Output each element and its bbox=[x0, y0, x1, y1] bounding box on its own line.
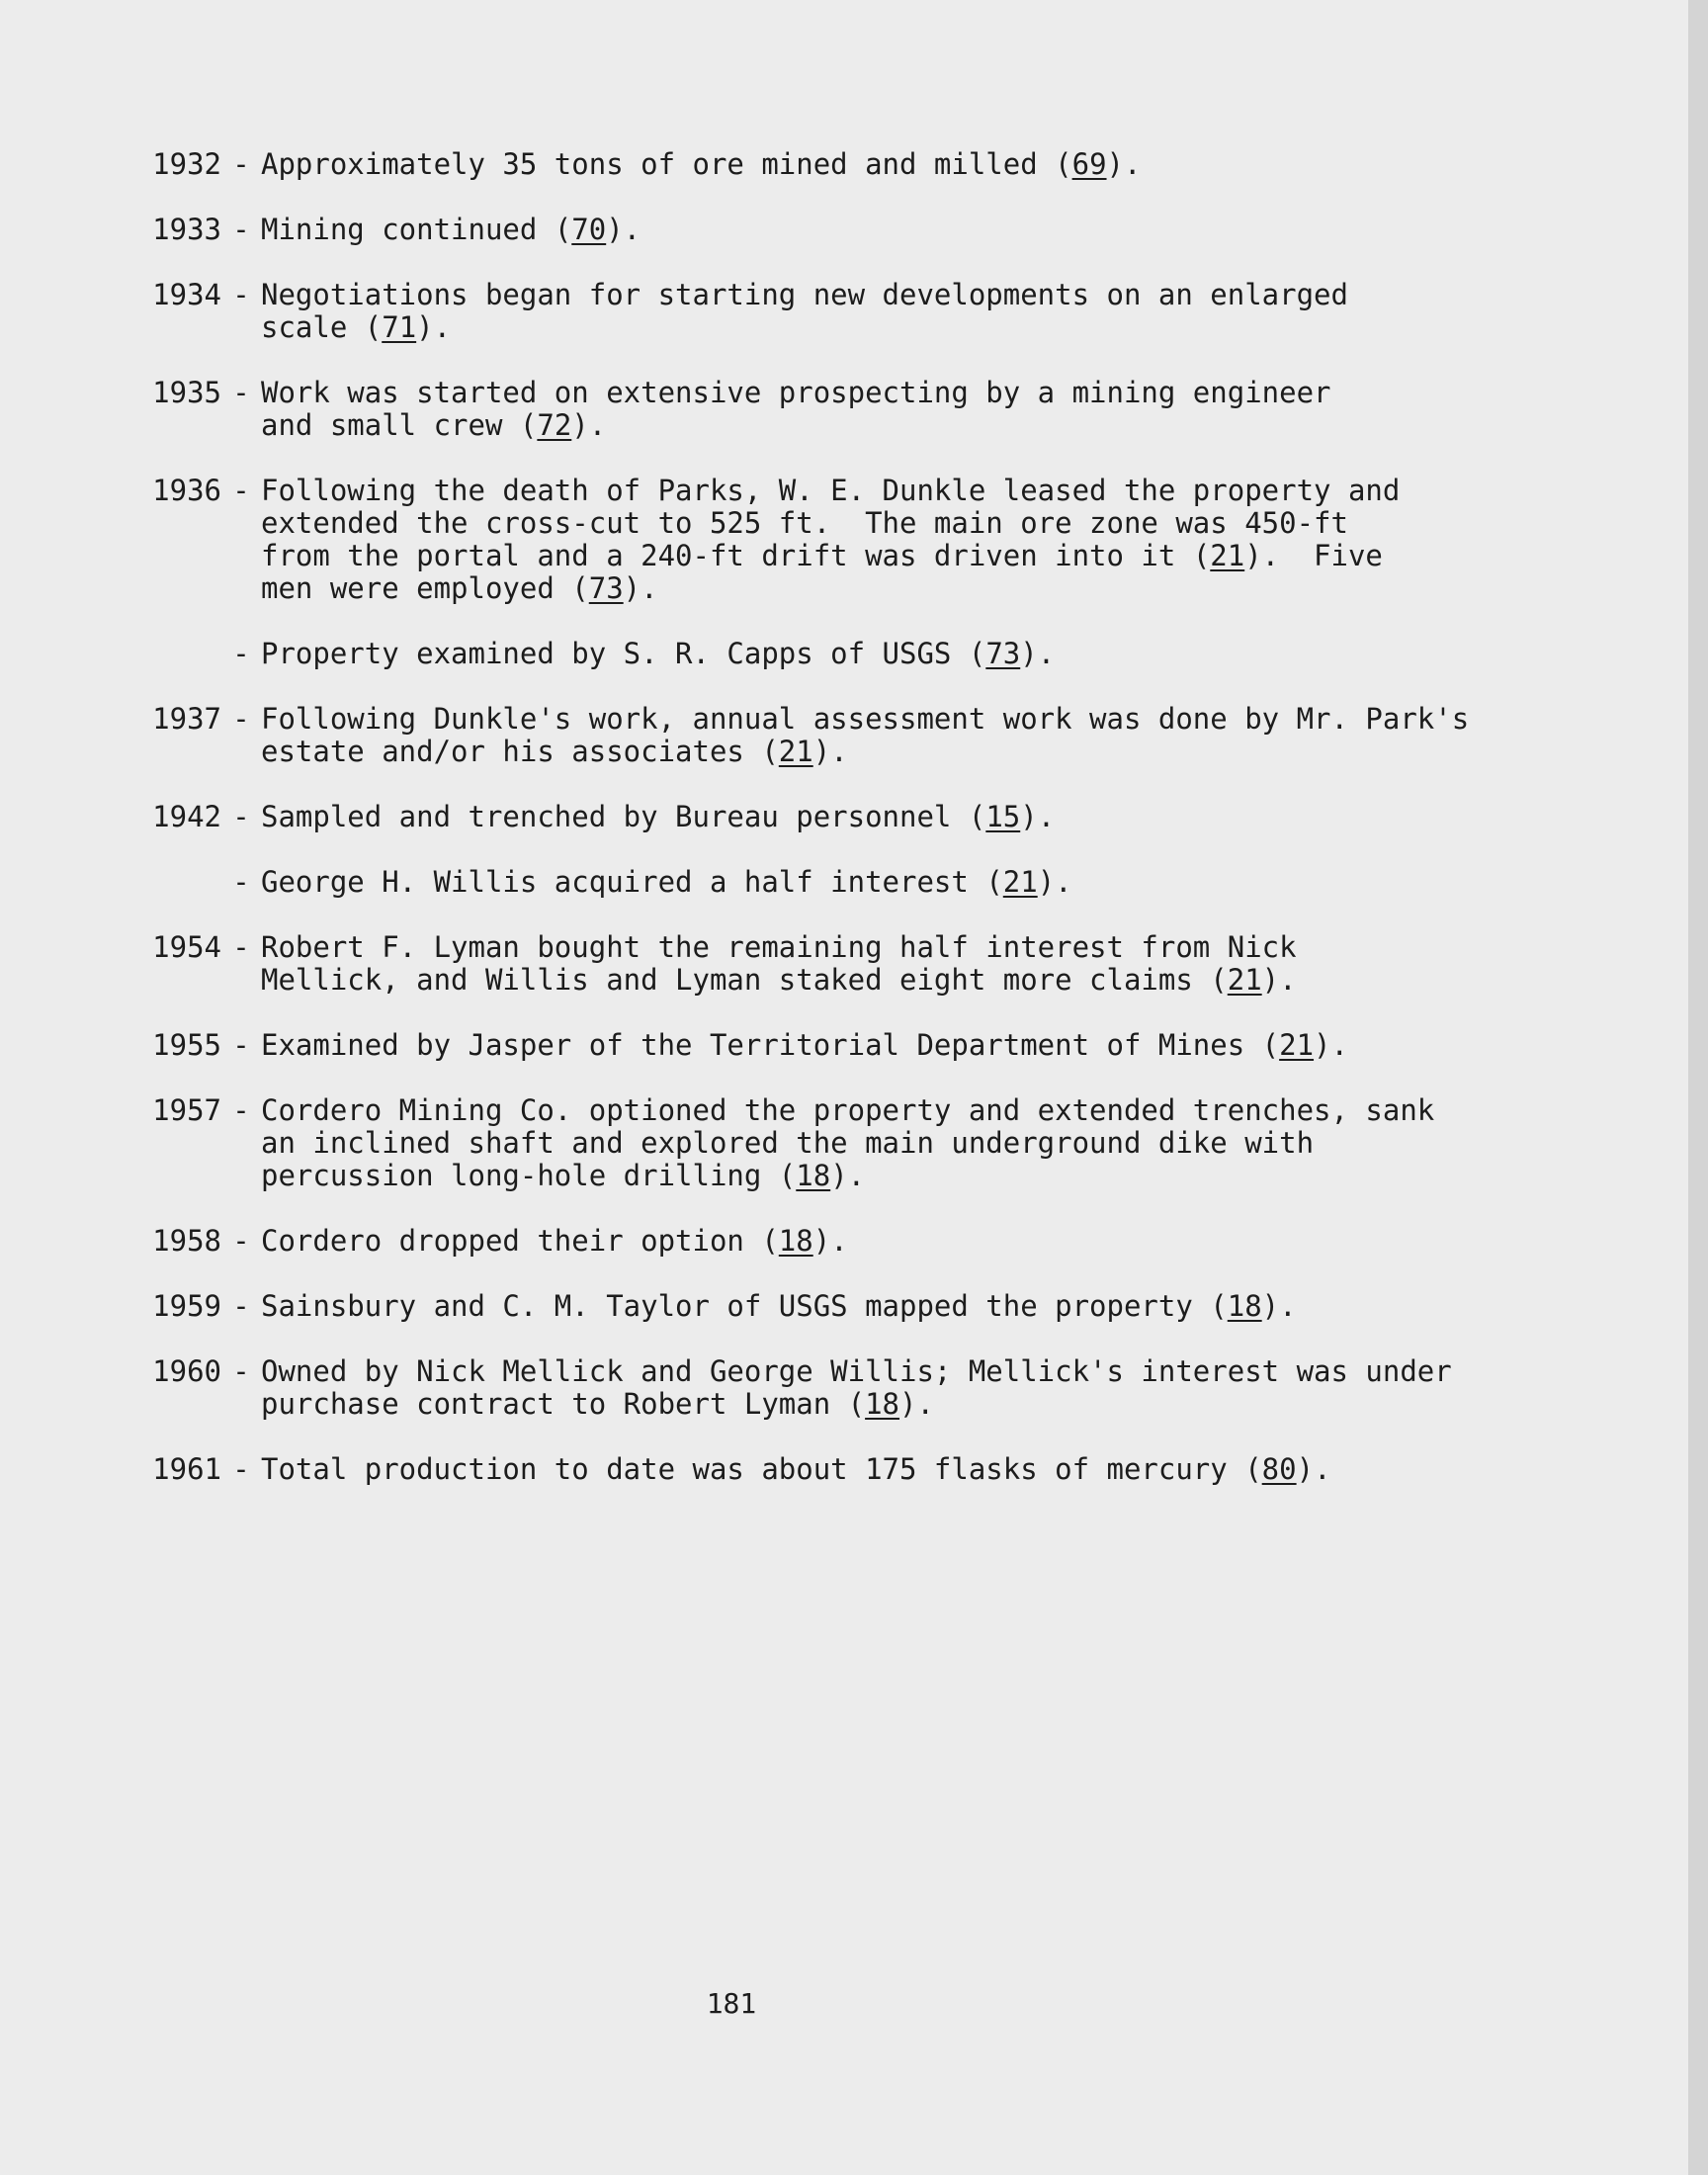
entry-dash: - bbox=[232, 1093, 250, 1127]
chronology-entry bbox=[111, 1355, 1494, 1421]
entry-tail: . bbox=[916, 1387, 934, 1421]
entry-line: from the portal and a 240-ft drift was driven into it (21). Five bbox=[261, 539, 1383, 572]
entry-tail: . bbox=[588, 408, 607, 442]
entry-line-text: Work was started on extensive prospecting by a mining engineer bbox=[261, 376, 1331, 409]
entry-line bbox=[261, 279, 1494, 311]
entry-tail: . bbox=[1124, 147, 1142, 181]
entry-line bbox=[261, 1127, 1494, 1160]
reference-number: 71 bbox=[382, 310, 417, 344]
entry-text bbox=[261, 214, 1494, 246]
entry-line-text: from the portal and a 240-ft drift was driven into it bbox=[261, 539, 1193, 572]
entry-text bbox=[261, 279, 1494, 344]
entry-line-text: men were employed bbox=[261, 571, 572, 605]
entry-tail: . bbox=[623, 213, 641, 246]
entry-year: 1959 bbox=[152, 1289, 221, 1323]
reference-number: 21 bbox=[1279, 1028, 1315, 1062]
entry-text bbox=[261, 1029, 1494, 1062]
entry-text bbox=[261, 801, 1494, 833]
entry-dash: - bbox=[232, 376, 250, 409]
entry-tail: . Five bbox=[1261, 539, 1383, 572]
entry-year: 1937 bbox=[152, 702, 221, 736]
entry-line: George H. Willis acquired a half interest (21). bbox=[261, 865, 1072, 899]
entry-dash: - bbox=[232, 213, 250, 246]
entry-tail: . bbox=[1279, 963, 1297, 997]
entry-line: Sampled and trenched by Bureau personnel (15). bbox=[261, 800, 1056, 833]
entry-line-text: George H. Willis acquired a half interest bbox=[261, 865, 986, 899]
entry-dash: - bbox=[232, 1224, 250, 1258]
entry-tail: . bbox=[1055, 865, 1072, 899]
entry-text bbox=[261, 377, 1494, 442]
entry-line bbox=[261, 703, 1494, 736]
reference-number: 18 bbox=[1227, 1289, 1262, 1323]
chronology-entry bbox=[111, 279, 1494, 344]
entry-dash: - bbox=[232, 637, 250, 670]
chronology-entry bbox=[111, 866, 1494, 899]
entry-tail: . bbox=[847, 1159, 866, 1192]
entry-line: Approximately 35 tons of ore mined and milled (69). bbox=[261, 147, 1142, 181]
entry-line bbox=[261, 377, 1494, 409]
reference-number: 80 bbox=[1261, 1452, 1297, 1486]
entry-line-text: Sampled and trenched by Bureau personnel bbox=[261, 800, 969, 833]
entry-tail: . bbox=[1314, 1452, 1331, 1486]
entry-tail: . bbox=[1037, 637, 1056, 670]
chronology-entry bbox=[111, 1029, 1494, 1062]
entry-tail: . bbox=[830, 735, 848, 768]
reference-number: 21 bbox=[1227, 963, 1262, 997]
reference-number: 21 bbox=[1210, 539, 1245, 572]
entry-year: 1954 bbox=[152, 930, 221, 964]
entry-year: 1957 bbox=[152, 1093, 221, 1127]
entry-line-text: scale bbox=[261, 310, 365, 344]
reference-number: 18 bbox=[778, 1224, 813, 1258]
reference-number: 73 bbox=[588, 571, 624, 605]
entry-line: estate and/or his associates (21). bbox=[261, 735, 848, 768]
page-edge bbox=[1688, 0, 1708, 2175]
entry-line-text: Owned by Nick Mellick and George Willis; Mellick's interest was under bbox=[261, 1354, 1452, 1388]
entry-dash: - bbox=[232, 1452, 250, 1486]
reference-number: 69 bbox=[1071, 147, 1107, 181]
reference-number: 70 bbox=[571, 213, 607, 246]
entry-line-text: Cordero dropped their option bbox=[261, 1224, 762, 1258]
entry-line: Examined by Jasper of the Territorial Department of Mines (21). bbox=[261, 1028, 1348, 1062]
entry-text bbox=[261, 1355, 1494, 1421]
entry-line: Mining continued (70). bbox=[261, 213, 641, 246]
entry-dash: - bbox=[232, 474, 250, 507]
entry-line-text: estate and/or his associates bbox=[261, 735, 762, 768]
entry-line-text: Examined by Jasper of the Territorial Department of Mines bbox=[261, 1028, 1262, 1062]
entry-dash: - bbox=[232, 147, 250, 181]
entry-line: Cordero dropped their option (18). bbox=[261, 1224, 848, 1258]
entry-line-text: percussion long-hole drilling bbox=[261, 1159, 779, 1192]
chronology-entry bbox=[111, 931, 1494, 997]
entry-line-text: an inclined shaft and explored the main underground dike with bbox=[261, 1126, 1315, 1160]
entry-text bbox=[261, 866, 1494, 899]
entry-year: 1932 bbox=[152, 147, 221, 181]
entry-dash: - bbox=[232, 1028, 250, 1062]
entry-line-text: Following Dunkle's work, annual assessment work was done by Mr. Park's bbox=[261, 702, 1470, 736]
reference-number: 73 bbox=[985, 637, 1021, 670]
chronology-entry bbox=[111, 475, 1494, 605]
entry-line: Sainsbury and C. M. Taylor of USGS mapped the property (18). bbox=[261, 1289, 1297, 1323]
entry-year: 1933 bbox=[152, 213, 221, 246]
entry-year: 1958 bbox=[152, 1224, 221, 1258]
chronology-entry bbox=[111, 703, 1494, 768]
entry-line-text: Mellick, and Willis and Lyman staked eight more claims bbox=[261, 963, 1211, 997]
entry-text bbox=[261, 1453, 1494, 1486]
entry-tail: . bbox=[1037, 800, 1056, 833]
entry-line-text: and small crew bbox=[261, 408, 520, 442]
reference-number: 18 bbox=[796, 1159, 831, 1192]
entry-line bbox=[261, 1355, 1494, 1388]
entry-text bbox=[261, 1290, 1494, 1323]
entry-line-text: purchase contract to Robert Lyman bbox=[261, 1387, 848, 1421]
chronology-entry bbox=[111, 638, 1494, 670]
entry-tail: . bbox=[1279, 1289, 1297, 1323]
reference-number: 21 bbox=[778, 735, 813, 768]
entry-dash: - bbox=[232, 278, 250, 311]
entry-tail: . bbox=[640, 571, 658, 605]
entry-line: men were employed (73). bbox=[261, 571, 658, 605]
entry-line: percussion long-hole drilling (18). bbox=[261, 1159, 866, 1192]
entry-year: 1960 bbox=[152, 1354, 221, 1388]
entry-line-text: Robert F. Lyman bought the remaining half interest from Nick bbox=[261, 930, 1297, 964]
entry-line: and small crew (72). bbox=[261, 408, 607, 442]
entry-line bbox=[261, 475, 1494, 507]
chronology-entry bbox=[111, 801, 1494, 833]
page-number: 181 bbox=[706, 1987, 757, 2020]
entry-line-text: Total production to date was about 175 flasks of mercury bbox=[261, 1452, 1245, 1486]
entry-line-text: Property examined by S. R. Capps of USGS bbox=[261, 637, 969, 670]
entry-line: purchase contract to Robert Lyman (18). bbox=[261, 1387, 934, 1421]
chronology-entry bbox=[111, 1290, 1494, 1323]
entry-text bbox=[261, 475, 1494, 605]
entry-text bbox=[261, 148, 1494, 181]
reference-number: 15 bbox=[985, 800, 1021, 833]
entry-line: scale (71). bbox=[261, 310, 452, 344]
entry-tail: . bbox=[830, 1224, 848, 1258]
entry-year: 1961 bbox=[152, 1452, 221, 1486]
chronology-entry bbox=[111, 214, 1494, 246]
entry-text bbox=[261, 703, 1494, 768]
entry-line bbox=[261, 1094, 1494, 1127]
reference-number: 18 bbox=[865, 1387, 900, 1421]
entry-text bbox=[261, 931, 1494, 997]
entry-tail: . bbox=[1330, 1028, 1348, 1062]
entry-line-text: Sainsbury and C. M. Taylor of USGS mapped the property bbox=[261, 1289, 1211, 1323]
reference-number: 21 bbox=[1002, 865, 1038, 899]
entry-text bbox=[261, 1094, 1494, 1192]
entry-line: Mellick, and Willis and Lyman staked eight more claims (21). bbox=[261, 963, 1297, 997]
chronology-entry bbox=[111, 1225, 1494, 1258]
chronology-entry bbox=[111, 1094, 1494, 1192]
entry-text bbox=[261, 1225, 1494, 1258]
entry-year: 1936 bbox=[152, 474, 221, 507]
entry-dash: - bbox=[232, 1354, 250, 1388]
reference-number: 72 bbox=[537, 408, 572, 442]
chronology-entry bbox=[111, 1453, 1494, 1486]
entry-tail: . bbox=[433, 310, 452, 344]
entry-year: 1934 bbox=[152, 278, 221, 311]
entry-line-text: Negotiations began for starting new developments on an enlarged bbox=[261, 278, 1348, 311]
entry-year: 1955 bbox=[152, 1028, 221, 1062]
entry-year: 1935 bbox=[152, 376, 221, 409]
entry-line: Property examined by S. R. Capps of USGS (73). bbox=[261, 637, 1056, 670]
entry-line-text: Cordero Mining Co. optioned the property and extended trenches, sank bbox=[261, 1093, 1435, 1127]
entry-text bbox=[261, 638, 1494, 670]
entry-dash: - bbox=[232, 865, 250, 899]
entry-dash: - bbox=[232, 702, 250, 736]
entry-dash: - bbox=[232, 930, 250, 964]
entry-line bbox=[261, 931, 1494, 964]
entry-dash: - bbox=[232, 1289, 250, 1323]
entry-line-text: Mining continued bbox=[261, 213, 555, 246]
chronology-entry bbox=[111, 148, 1494, 181]
entry-line bbox=[261, 507, 1494, 540]
entry-line-text: Approximately 35 tons of ore mined and milled bbox=[261, 147, 1056, 181]
entry-line-text: extended the cross-cut to 525 ft. The main ore zone was 450-ft bbox=[261, 506, 1348, 540]
chronology-list bbox=[111, 148, 1494, 1519]
chronology-entry bbox=[111, 377, 1494, 442]
entry-dash: - bbox=[232, 800, 250, 833]
entry-line: Total production to date was about 175 flasks of mercury (80). bbox=[261, 1452, 1331, 1486]
entry-year: 1942 bbox=[152, 800, 221, 833]
entry-line-text: Following the death of Parks, W. E. Dunkle leased the property and bbox=[261, 474, 1401, 507]
